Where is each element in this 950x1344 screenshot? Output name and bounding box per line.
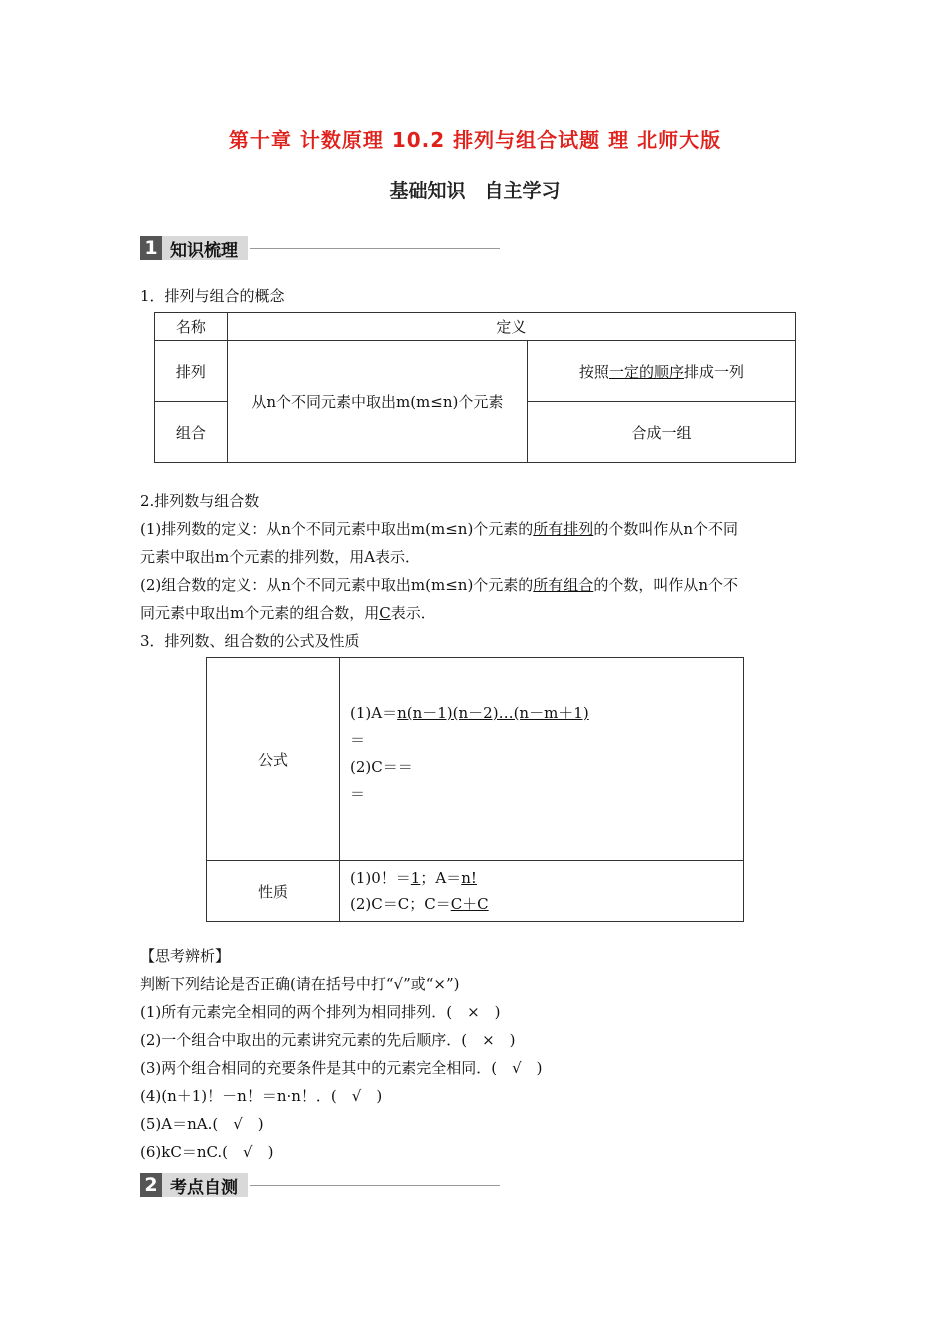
row-name-permutation: 排列 (155, 341, 228, 402)
item2-paragraph2-line2: 同元素中取出m个元素的组合数，用C表示． (140, 604, 436, 622)
section-title: 知识梳理 (162, 236, 248, 260)
property-label: 性质 (207, 861, 340, 922)
item2-paragraph2-line1: (2)组合数的定义：从n个不同元素中取出m(m≤n)个元素的所有组合的个数，叫作从n个不 (140, 576, 738, 594)
item1-heading: 1．排列与组合的概念 (140, 287, 285, 305)
section-title: 考点自测 (162, 1173, 248, 1197)
item3-heading: 3．排列数、组合数的公式及性质 (140, 632, 360, 650)
section-header-selftest (140, 1172, 500, 1198)
property-line2: (2)C＝C；C＝C＋C (350, 895, 489, 913)
think-item: (6)kC＝nC.( √ ) (140, 1143, 274, 1161)
formula-table (206, 657, 744, 922)
formula-line1: (1)A＝n(n－1)(n－2)…(n－m＋1) (350, 704, 589, 722)
item2-heading: 2.排列数与组合数 (140, 492, 260, 510)
item2-paragraph1-line2: 元素中取出m个元素的排列数，用A表示． (140, 548, 421, 566)
table-header-def: 定义 (227, 313, 795, 341)
think-item: (1)所有元素完全相同的两个排列为相同排列．( × ) (140, 1003, 501, 1021)
item2-paragraph1-line1: (1)排列数的定义：从n个不同元素中取出m(m≤n)个元素的所有排列的个数叫作从n个不同 (140, 520, 738, 538)
row-name-combination: 组合 (155, 402, 228, 463)
section-number: 2 (140, 1173, 162, 1197)
section-divider (250, 248, 500, 249)
think-item: (4)(n＋1)！－n！＝n·n！．( √ ) (140, 1087, 383, 1105)
section-header-knowledge (140, 235, 500, 261)
think-item: (5)A＝nA.( √ ) (140, 1115, 264, 1133)
formula-content (340, 658, 744, 861)
document-title: 第十章 计数原理 10.2 排列与组合试题 理 北师大版 (228, 128, 722, 152)
think-item: (2)一个组合中取出的元素讲究元素的先后顺序．( × ) (140, 1031, 516, 1049)
document-subtitle: 基础知识 自主学习 (389, 180, 561, 202)
combination-definition: 合成一组 (527, 402, 795, 463)
think-item: (3)两个组合相同的充要条件是其中的元素完全相同．( √ ) (140, 1059, 543, 1077)
think-intro: 判断下列结论是否正确(请在括号中打“√”或“×”) (140, 975, 460, 993)
formula-line3: (2)C＝＝ (350, 758, 413, 776)
shared-definition: 从n个不同元素中取出m(m≤n)个元素 (227, 341, 527, 463)
property-line1: (1)0！＝1；A＝n! (350, 869, 477, 887)
section-number: 1 (140, 236, 162, 260)
permutation-definition: 按照一定的顺序排成一列 (527, 341, 795, 402)
formula-line2: ＝ (350, 731, 366, 749)
table-header-name: 名称 (155, 313, 228, 341)
property-content (340, 861, 744, 922)
formula-line4: ＝ (350, 785, 366, 803)
section-divider (250, 1185, 500, 1186)
formula-label: 公式 (207, 658, 340, 861)
concept-table (154, 312, 796, 463)
think-heading: 【思考辨析】 (140, 947, 231, 965)
